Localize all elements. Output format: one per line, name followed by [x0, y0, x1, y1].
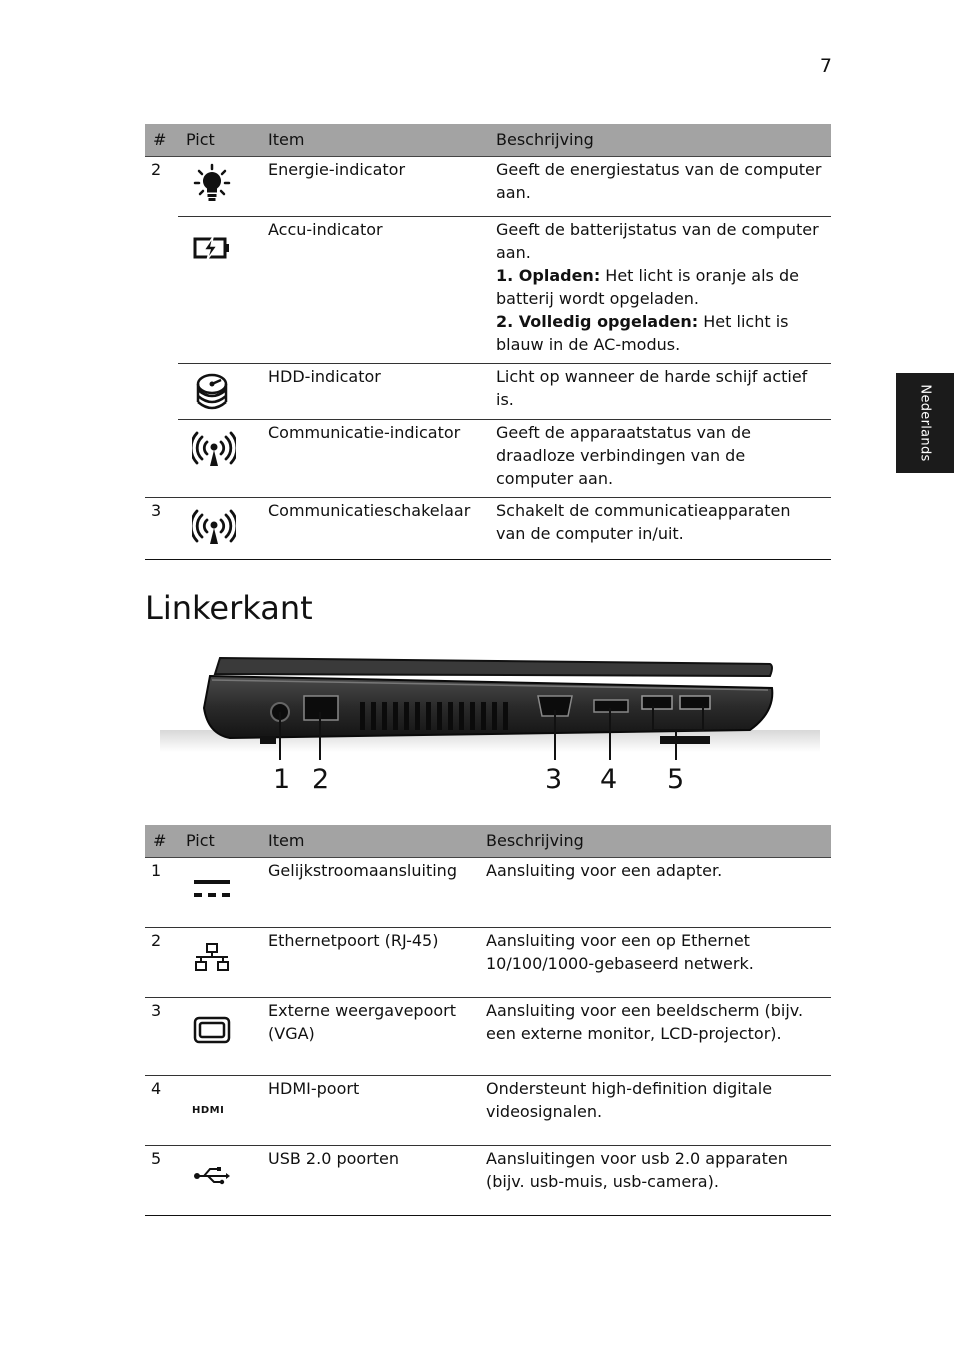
item-description: Aansluiting voor een beeldscherm (bijv. een externe monitor, LCD-projector). — [478, 997, 831, 1075]
laptop-left-side-illustration — [160, 650, 820, 800]
callout-4: 4 — [600, 764, 618, 795]
usb-icon — [186, 1164, 252, 1194]
item-description: Aansluiting voor een op Ethernet 10/100/1000-gebaseerd netwerk. — [478, 927, 831, 997]
col-header-desc: Beschrijving — [478, 825, 831, 857]
table-header-row — [145, 825, 831, 857]
item-description: Geeft de apparaatstatus van de draadloze verbindingen van de computer aan. — [488, 419, 831, 497]
wireless-icon — [186, 508, 252, 554]
item-description-text: Geeft de batterijstatus van de computer aan. — [496, 219, 819, 262]
row-number: 2 — [151, 159, 162, 179]
callout-2: 2 — [312, 764, 330, 795]
item-name: Communicatieschakelaar — [260, 497, 488, 559]
item-description: Licht op wanneer de harde schijf actief is. — [488, 363, 831, 419]
col-header-num: # — [145, 825, 178, 857]
hdmi-logo-text: HDMI — [192, 1104, 225, 1116]
table-row — [145, 216, 831, 363]
col-header-item: Item — [260, 825, 478, 857]
item-description: Ondersteunt high-definition digitale videosignalen. — [478, 1075, 831, 1145]
table-row — [145, 857, 831, 927]
table-row — [145, 363, 831, 419]
ports-table — [145, 825, 831, 1216]
table-row — [145, 1145, 831, 1215]
vga-icon — [186, 1016, 252, 1050]
col-header-num: # — [145, 124, 178, 156]
item-description: Aansluiting voor een adapter. — [486, 860, 723, 880]
charge-note-label: 1. Opladen: — [496, 265, 601, 285]
row-number: 3 — [145, 497, 178, 559]
row-number: 5 — [145, 1145, 178, 1215]
col-header-pict: Pict — [178, 124, 260, 156]
item-name: Gelijkstroomaansluiting — [268, 860, 457, 880]
table-row — [145, 1075, 831, 1145]
hdmi-icon — [186, 1096, 252, 1119]
item-name: USB 2.0 poorten — [260, 1145, 478, 1215]
full-note-label: 2. Volledig opgeladen: — [496, 311, 699, 331]
callout-1: 1 — [273, 764, 291, 795]
col-header-pict: Pict — [178, 825, 260, 857]
charge-note-text: Het licht is oranje als de batterij wordt opgeladen. — [496, 265, 799, 308]
item-name: HDMI-poort — [260, 1075, 478, 1145]
table-row — [145, 997, 831, 1075]
row-number: 2 — [145, 927, 178, 997]
table-row — [145, 927, 831, 997]
language-tab-label: Nederlands — [917, 384, 933, 462]
row-number: 3 — [145, 997, 178, 1075]
charge-note — [496, 264, 823, 310]
language-tab — [896, 373, 954, 473]
battery-charge-icon — [186, 233, 252, 269]
dc-in-icon — [186, 878, 252, 908]
indicator-table — [145, 124, 831, 560]
section-title: Linkerkant — [145, 589, 313, 627]
item-description — [488, 216, 831, 363]
power-bulb-icon — [186, 163, 252, 209]
item-name: Accu-indicator — [260, 216, 488, 363]
row-number: 4 — [145, 1075, 178, 1145]
col-header-desc: Beschrijving — [488, 124, 831, 156]
item-name: Communicatie-indicator — [260, 419, 488, 497]
item-description: Aansluitingen voor usb 2.0 apparaten (bijv. usb-muis, usb-camera). — [478, 1145, 831, 1215]
table-header-row — [145, 124, 831, 156]
table-row — [145, 419, 831, 497]
wireless-icon — [186, 430, 252, 476]
ethernet-icon — [186, 942, 252, 980]
item-name: Ethernetpoort (RJ-45) — [260, 927, 478, 997]
table-row — [145, 497, 831, 559]
col-header-item: Item — [260, 124, 488, 156]
callout-5: 5 — [667, 764, 685, 795]
item-name: Externe weergavepoort (VGA) — [260, 997, 478, 1075]
page-number: 7 — [819, 55, 832, 77]
hdd-icon — [186, 372, 252, 418]
callout-3: 3 — [545, 764, 563, 795]
full-note-text: Het licht is blauw in de AC-modus. — [496, 311, 789, 354]
row-number — [145, 419, 178, 497]
table-row — [145, 156, 831, 216]
full-note — [496, 310, 823, 356]
item-name: HDD-indicator — [260, 363, 488, 419]
row-number: 1 — [151, 860, 162, 880]
item-description: Schakelt de communicatieapparaten van de computer in/uit. — [488, 497, 831, 559]
item-description: Geeft de energiestatus van de computer aan. — [496, 159, 822, 202]
item-name: Energie-indicator — [268, 159, 406, 179]
row-number — [145, 363, 178, 419]
row-number — [145, 216, 178, 363]
